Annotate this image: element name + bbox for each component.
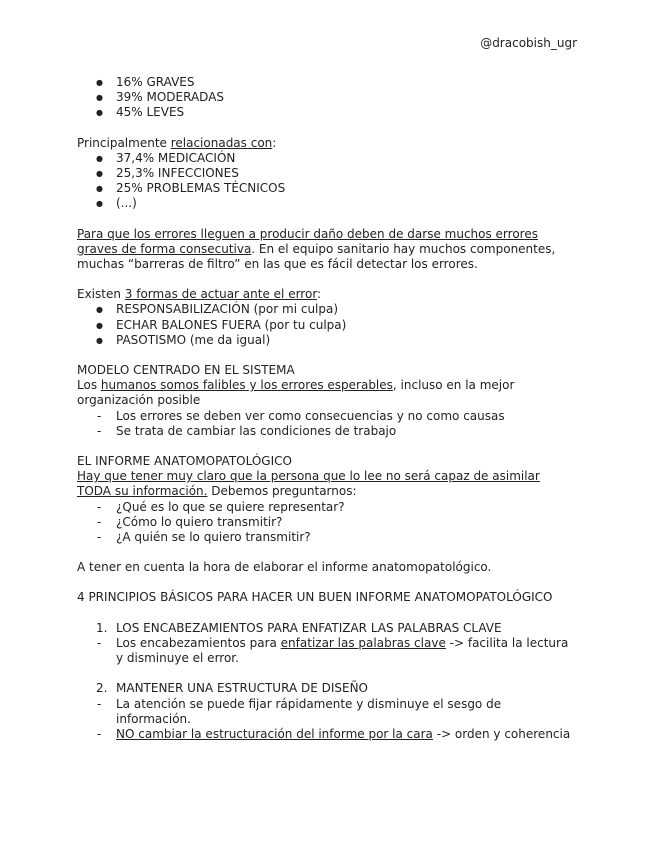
paragraph-error-barriers: Para que los errores lleguen a producir daño deben de darse muchos errores graves de forma consecutiva. En el equipo sanitario hay muchos componentes, muchas “barreras de filtro” en las que es fácil detectar los errores. <box>77 226 556 272</box>
principle-1-details <box>77 636 577 666</box>
list-item: - NO cambiar la estructuración del informe por la cara -> orden y coherencia <box>77 727 577 742</box>
list-item: ● (...) <box>77 196 577 211</box>
author-handle: @dracobish_ugr <box>480 36 577 50</box>
list-item: - La atención se puede fijar rápidamente y disminuye el sesgo de información. <box>77 697 577 727</box>
principle-2-details <box>77 697 577 743</box>
list-item: ● ECHAR BALONES FUERA (por tu culpa) <box>77 318 577 333</box>
report-intro: Hay que tener muy claro que la persona que lo lee no será capaz de asimilar TODA su información. Debemos preguntarnos: <box>77 469 540 499</box>
list-item: - Se trata de cambiar las condiciones de trabajo <box>77 424 577 439</box>
list-item: ● 39% MODERADAS <box>77 90 577 105</box>
list-item: ● PASOTISMO (me da igual) <box>77 333 577 348</box>
list-item: ● 37,4% MEDICACIÓN <box>77 151 577 166</box>
principle-2 <box>77 681 577 696</box>
forms-list <box>77 302 577 348</box>
section-title-principles: 4 PRINCIPIOS BÁSICOS PARA HACER UN BUEN INFORME ANATOMOPATOLÓGICO <box>77 590 553 605</box>
related-intro: Principalmente relacionadas con: <box>77 135 277 150</box>
list-item: ● 45% LEVES <box>77 105 577 120</box>
principle-title: 1. LOS ENCABEZAMIENTOS PARA ENFATIZAR LAS PALABRAS CLAVE <box>96 620 502 635</box>
list-item: - ¿Qué es lo que se quiere representar? <box>77 500 577 515</box>
principle-title: 2. MANTENER UNA ESTRUCTURA DE DISEÑO <box>96 681 368 696</box>
list-item: ● 25% PROBLEMAS TÉCNICOS <box>77 181 577 196</box>
severity-list <box>77 75 577 121</box>
section-title-report: EL INFORME ANATOMOPATOLÓGICO <box>77 454 292 469</box>
forms-intro: Existen 3 formas de actuar ante el error: <box>77 287 322 302</box>
principle-1 <box>77 621 577 636</box>
list-item: ● RESPONSABILIZACIÓN (por mi culpa) <box>77 302 577 317</box>
report-note: A tener en cuenta la hora de elaborar el informe anatomopatológico. <box>77 560 492 575</box>
list-item: ● 16% GRAVES <box>77 75 577 90</box>
related-list <box>77 151 577 212</box>
report-questions <box>77 500 577 546</box>
model-intro: Los humanos somos falibles y los errores esperables, incluso en la mejor organización posible <box>77 378 515 408</box>
section-title-model: MODELO CENTRADO EN EL SISTEMA <box>77 363 295 378</box>
model-list <box>77 409 577 439</box>
list-item: - ¿A quién se lo quiero transmitir? <box>77 530 577 545</box>
list-item: - Los encabezamientos para enfatizar las palabras clave -> facilita la lectura y disminuye el error. <box>77 636 577 666</box>
list-item: - ¿Cómo lo quiero transmitir? <box>77 515 577 530</box>
document-content <box>77 75 577 742</box>
list-item: - Los errores se deben ver como consecuencias y no como causas <box>77 409 577 424</box>
list-item: ● 25,3% INFECCIONES <box>77 166 577 181</box>
